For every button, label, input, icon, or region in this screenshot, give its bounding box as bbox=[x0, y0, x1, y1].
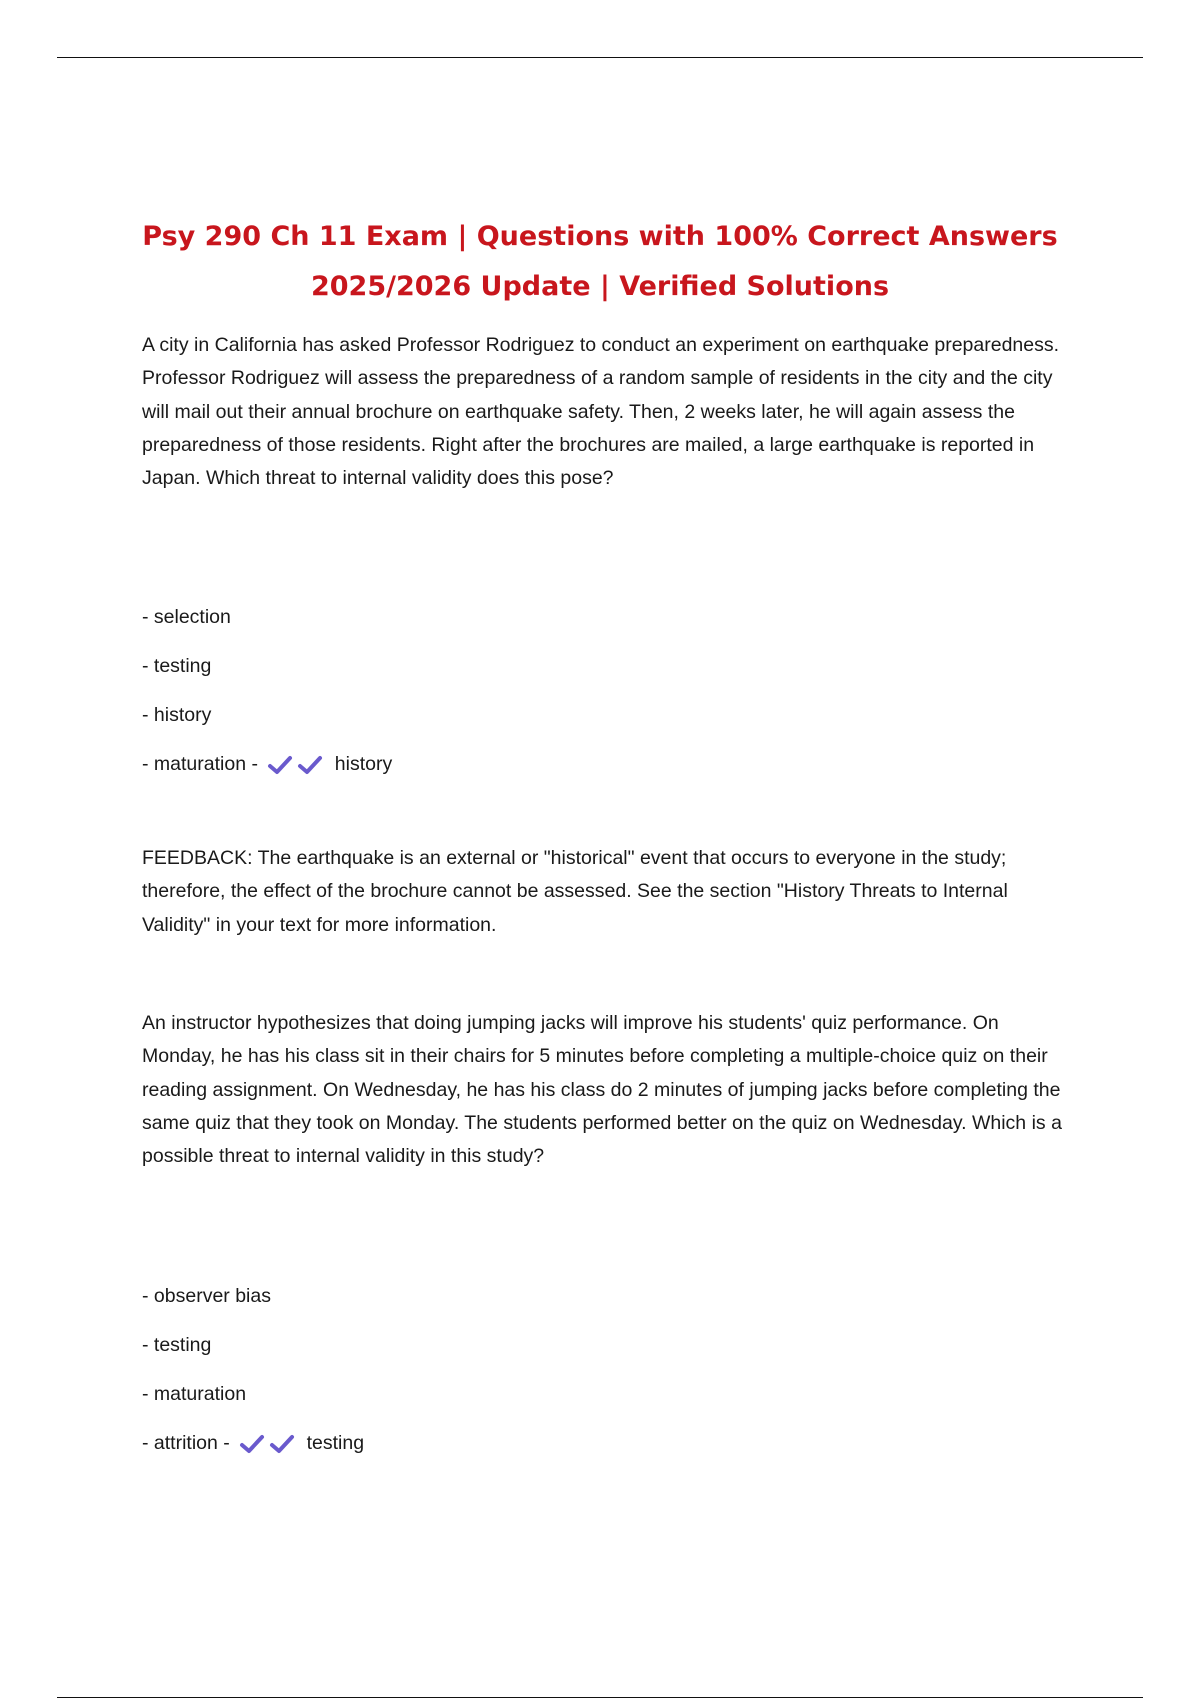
answer-row bbox=[142, 740, 1067, 789]
double-check-icon bbox=[239, 1419, 299, 1468]
check-icon bbox=[239, 1433, 265, 1455]
answer-row bbox=[142, 1419, 1067, 1468]
question-1-text: A city in California has asked Professor Rodriguez to conduct an experiment on earthquake preparedness. Professor Rodriguez will assess the preparedness of a random sample of residents in the city and the city will mail out their annual brochure on earthquake safety. Then, 2 weeks later, he will again assess the preparedness of those residents. Right after the brochures are mailed, a large earthquake is reported in Japan. Which threat to internal validity does this pose? bbox=[142, 334, 1060, 490]
option-item: - maturation bbox=[142, 1383, 247, 1405]
top-rule bbox=[57, 57, 1143, 58]
check-icon bbox=[267, 754, 293, 776]
question-2-options bbox=[142, 1272, 1067, 1468]
option-item: - testing bbox=[142, 655, 212, 677]
feedback-text: FEEDBACK: The earthquake is an external or "historical" event that occurs to everyone in the study; therefore, the effect of the brochure cannot be assessed. See the section "History Threats to Internal Validity" in your text for more information. bbox=[142, 847, 1008, 936]
option-item: - history bbox=[142, 704, 212, 726]
option-item: - attrition - bbox=[142, 1432, 230, 1454]
bottom-rule bbox=[57, 1697, 1143, 1698]
question-1-options bbox=[142, 593, 1067, 789]
check-icon bbox=[269, 1433, 295, 1455]
question-1-feedback bbox=[142, 842, 1067, 942]
check-icon bbox=[297, 754, 323, 776]
double-check-icon bbox=[267, 740, 327, 789]
question-1 bbox=[142, 329, 1067, 495]
option-item: - observer bias bbox=[142, 1285, 271, 1307]
option-item: - selection bbox=[142, 606, 231, 628]
document-title bbox=[120, 212, 1080, 312]
question-2 bbox=[142, 1007, 1067, 1173]
question-2-text: An instructor hypothesizes that doing jumping jacks will improve his students' quiz performance. On Monday, he has his class sit in their chairs for 5 minutes before completing a multiple-choice quiz on their reading assignment. On Wednesday, he has his class do 2 minutes of jumping jacks before completing the same quiz that they took on Monday. The students performed better on the quiz on Wednesday. Which is a possible threat to internal validity in this study? bbox=[142, 1012, 1062, 1168]
correct-answer: testing bbox=[306, 1432, 365, 1454]
title-line-1: Psy 290 Ch 11 Exam | Questions with 100% Correct Answers bbox=[142, 221, 1058, 252]
title-line-2: 2025/2026 Update | Verified Solutions bbox=[310, 271, 890, 302]
correct-answer: history bbox=[334, 753, 393, 775]
option-item: - maturation - bbox=[142, 753, 258, 775]
option-item: - testing bbox=[142, 1334, 212, 1356]
